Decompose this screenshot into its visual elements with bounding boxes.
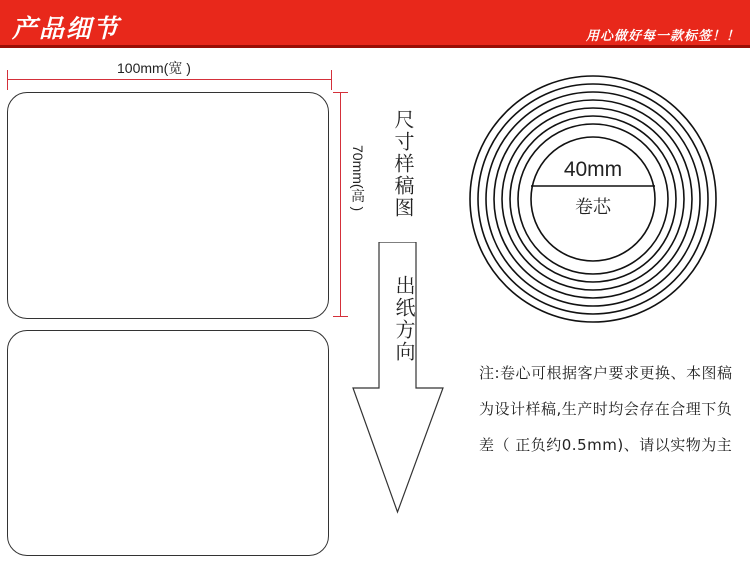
core-size-label: 40mm [563,158,623,181]
width-dimension-line [7,79,332,80]
size-sample-title: 尺寸样稿图 [391,109,415,219]
height-dimension-line [340,92,341,316]
label-sample-bottom [7,330,329,556]
height-dimension-tick-top [333,92,348,93]
label-sample-top [7,92,329,319]
header-banner [0,0,750,48]
core-name-label: 卷芯 [575,197,611,218]
height-dimension-tick-bottom [333,316,348,317]
height-label: 70mm(高 ) [350,145,366,212]
width-dimension-tick-right [331,70,332,90]
banner-slogan: 用心做好每一款标签！！ [585,29,740,44]
width-label: 100mm(宽 ) [117,60,191,76]
page-title: 产品细节 [12,14,121,43]
width-dimension-tick-left [7,70,8,90]
size-tolerance-note: 注:卷心可根据客户要求更换、本图稿为设计样稿,生产时均会存在合理下负差（ 正负约0.5mm)、请以实物为主 [479,364,733,454]
feed-direction-label: 出纸方向 [392,275,416,363]
